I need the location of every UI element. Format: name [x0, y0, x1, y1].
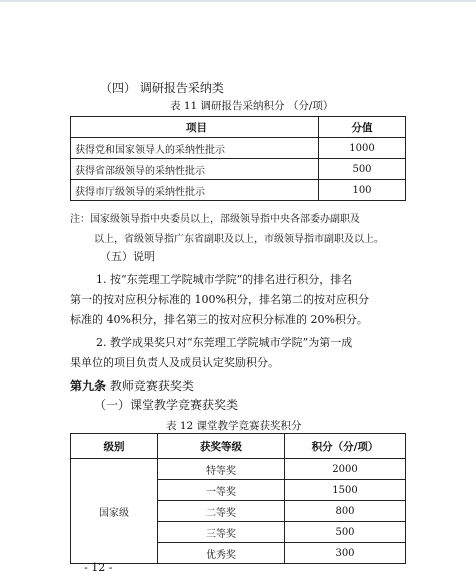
- page-number: - 12 -: [84, 561, 113, 574]
- grade-cell: 优秀奖: [158, 543, 285, 564]
- table-row: [71, 159, 406, 180]
- row-item: 获得市厅级领导的采纳性批示: [71, 180, 319, 201]
- section-heading-survey-reports: （四） 调研报告采纳类: [100, 81, 224, 95]
- paragraph-teaching-award-rule: [70, 333, 352, 373]
- table-row: [71, 180, 406, 201]
- header-grade: 获奖等级: [158, 434, 285, 459]
- top-border-line: [0, 0, 476, 2]
- grade-cell: 二等奖: [158, 501, 285, 522]
- header-points: 积分（分/项）: [285, 434, 406, 459]
- points-cell: 2000: [285, 459, 406, 480]
- table-header-row: [71, 117, 406, 138]
- level-cell: 国家级: [71, 459, 158, 564]
- section-heading-explanation: （五）说明: [100, 250, 155, 263]
- points-cell: 1500: [285, 480, 406, 501]
- grade-cell: 三等奖: [158, 522, 285, 543]
- grade-cell: 一等奖: [158, 480, 285, 501]
- row-item: 获得省部级领导的采纳性批示: [71, 159, 319, 180]
- paragraph-ranking-rule: [70, 270, 369, 330]
- paragraph-line: 标准的 40%积分，排名第三的按对应积分标准的 20%积分。: [70, 313, 368, 326]
- table-header-row: [71, 434, 406, 459]
- article-title: 教师竞赛获奖类: [106, 379, 194, 393]
- table-row: [71, 138, 406, 159]
- paragraph-line: 第一的按对应积分标准的 100%积分，排名第二的按对应积分: [70, 293, 369, 306]
- note-line-1: 注：国家级领导指中央委员以上，部级领导指中央各部委办副职及: [70, 214, 360, 225]
- table-note: [70, 210, 384, 250]
- paragraph-line: 1. 按“东莞理工学院城市学院”的排名进行积分，排名: [96, 273, 353, 286]
- note-line-2: 以上，省级领导指广东省副职及以上，市级领导指市副职及以上。: [94, 234, 384, 245]
- row-score: 500: [319, 159, 406, 180]
- row-item: 获得党和国家领导人的采纳性批示: [71, 138, 319, 159]
- points-cell: 300: [285, 543, 406, 564]
- row-score: 1000: [319, 138, 406, 159]
- header-level: 级别: [71, 434, 158, 459]
- table-row: [71, 459, 406, 480]
- article-9-heading: [70, 377, 194, 394]
- table-11-caption: 表 11 调研报告采纳积分 （分/项）: [170, 100, 334, 112]
- points-cell: 800: [285, 501, 406, 522]
- header-score: 分值: [319, 117, 406, 138]
- grade-cell: 特等奖: [158, 459, 285, 480]
- table-12: [70, 433, 406, 564]
- paragraph-line: 果单位的项目负责人及成员认定奖励积分。: [70, 356, 279, 369]
- table-11: [70, 116, 406, 201]
- points-cell: 500: [285, 522, 406, 543]
- row-score: 100: [319, 180, 406, 201]
- header-item: 项目: [71, 117, 319, 138]
- article-label: 第九条: [70, 379, 107, 393]
- table-12-caption: 表 12 课堂教学竞赛获奖积分: [166, 420, 302, 432]
- subsection-heading-classroom-teaching: （一）课堂教学竞赛获奖类: [94, 398, 239, 412]
- paragraph-line: 2. 教学成果奖只对“东莞理工学院城市学院”为第一成: [96, 336, 353, 349]
